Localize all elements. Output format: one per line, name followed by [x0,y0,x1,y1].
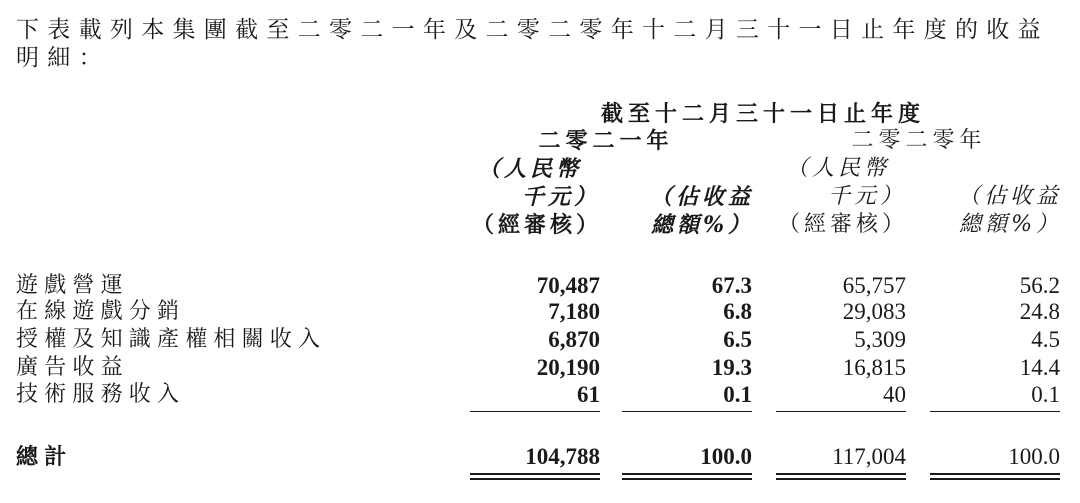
total-2020: 117,004 [832,444,906,469]
subtotal-rule [930,411,1060,412]
intro-paragraph: 下表載列本集團截至二零二一年及二零二零年十二月三十一日止年度的收益明細： [16,17,1049,71]
value-2021: 61 [577,382,600,407]
value-2020: 5,309 [854,327,906,352]
value-2020: 16,815 [842,355,906,380]
col-2021-pct-line2: 總額%） [651,212,754,238]
total-2021: 104,788 [525,444,600,469]
value-2021: 20,190 [536,355,600,380]
col-2020-amount-line3: （經審核） [777,212,908,237]
year-2020-header: 二零二零年 [851,128,987,153]
col-2021-amount-line2: 千元） [521,184,600,210]
year-2021-header: 二零二一年 [538,128,674,154]
value-2021: 6,870 [548,327,600,352]
total-rule-top [622,473,752,475]
col-2021-pct-line1: （佔收益 [649,184,754,210]
total-label: 總計 [16,444,73,470]
col-2020-amount-line2: 千元） [827,184,906,209]
pct-2020: 0.1 [1031,382,1060,407]
pct-2020: 56.2 [1019,273,1060,298]
col-2020-amount-line1: （人民幣 [786,156,891,181]
row-label: 遊戲營運 [16,273,129,298]
value-2021: 70,487 [536,273,600,298]
col-2021-amount-line1: （人民幣 [478,156,583,182]
total-rule-bottom [930,478,1060,480]
subtotal-rule [470,411,600,412]
total-rule-top [930,473,1060,475]
value-2020: 29,083 [842,299,906,324]
col-2020-pct-line2: 總額%） [959,212,1062,237]
period-header: 截至十二月三十一日止年度 [600,101,925,127]
row-label: 技術服務收入 [16,382,186,407]
total-rule-bottom [470,478,600,480]
pct-2021: 67.3 [711,273,752,298]
col-2020-pct-line1: （佔收益 [957,184,1062,209]
row-label: 廣告收益 [16,355,129,380]
pct-2021: 19.3 [711,355,752,380]
row-label: 授權及知識產權相關收入 [16,327,327,352]
pct-2021: 6.8 [723,299,752,324]
pct-2021: 0.1 [723,382,752,407]
total-rule-bottom [776,478,906,480]
row-label: 在線遊戲分銷 [16,299,186,324]
value-2021: 7,180 [548,299,600,324]
value-2020: 65,757 [842,273,906,298]
subtotal-rule [776,411,906,412]
total-rule-top [776,473,906,475]
subtotal-rule [622,411,752,412]
pct-2020: 24.8 [1019,299,1060,324]
pct-2021: 6.5 [723,327,752,352]
col-2021-amount-line3: （經審核） [471,212,602,238]
total-rule-bottom [622,478,752,480]
pct-2020: 4.5 [1031,327,1060,352]
total-pct-2020: 100.0 [1008,444,1060,469]
pct-2020: 14.4 [1019,355,1060,380]
total-pct-2021: 100.0 [700,444,752,469]
value-2020: 40 [883,382,906,407]
total-rule-top [470,473,600,475]
